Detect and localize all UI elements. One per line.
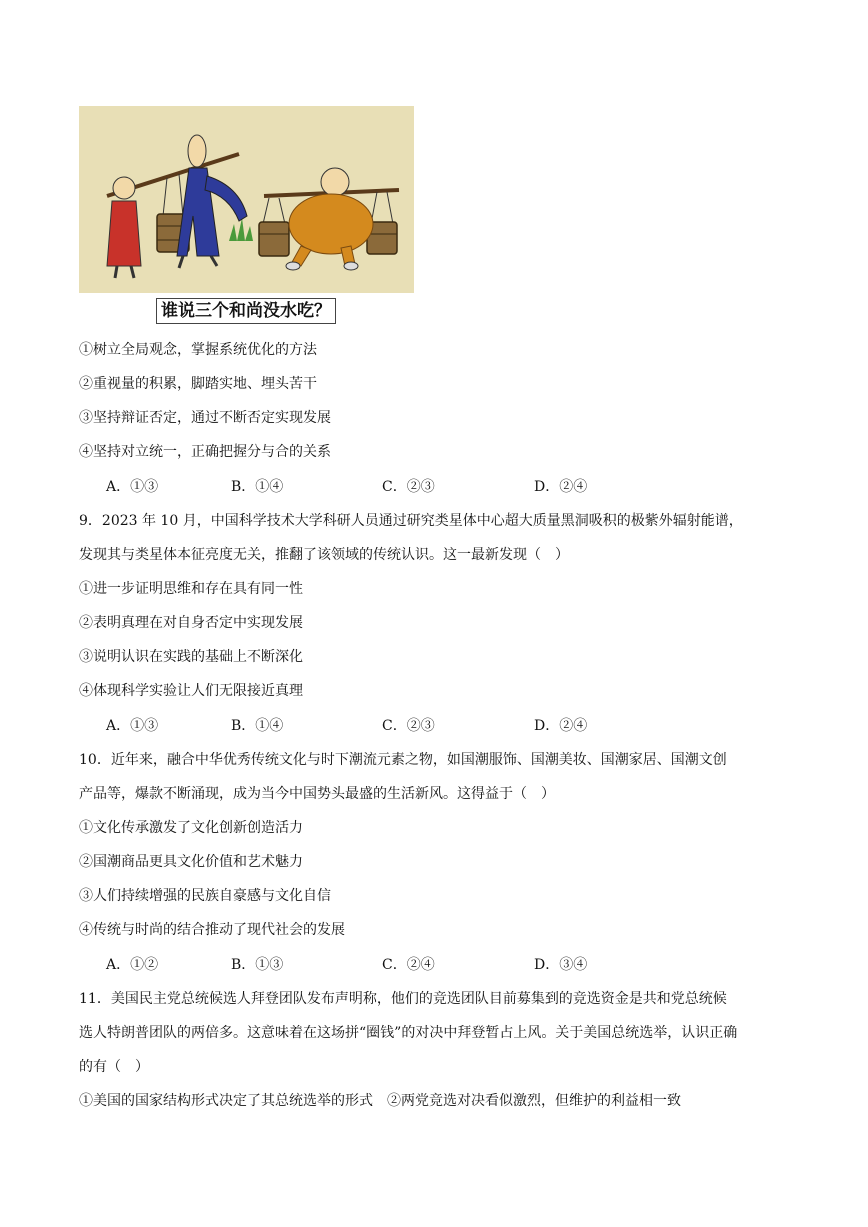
q11-statements-line: ①美国的国家结构形式决定了其总统选举的形式 ②两党竞选对决看似激烈，但维护的利益相一致 [79,1093,681,1109]
q10-stem-line-1: 10．近年来，融合中华优秀传统文化与时下潮流元素之物，如国潮服饰、国潮美妆、国潮家居、国潮文创 [79,752,727,768]
q9-option-c[interactable]: C．②③ [382,718,435,734]
q8-statement-2: ②重视量的积累，脚踏实地、埋头苦干 [79,376,317,392]
q8-option-d[interactable]: D．②④ [534,479,588,495]
fat-monk-head [321,168,349,196]
q8-options [106,477,626,497]
q10-option-a[interactable]: A．①② [106,957,159,973]
q10-stem-line-2: 产品等，爆款不断涌现，成为当今中国势头最盛的生活新风。这得益于（ ） [79,786,555,802]
figure-caption: 谁说三个和尚没水吃？ [156,298,336,324]
q9-options [106,716,626,736]
three-monks-illustration [79,106,414,293]
q8-option-a[interactable]: A．①③ [106,479,159,495]
q10-options [106,955,626,975]
q8-statement-1: ①树立全局观念，掌握系统优化的方法 [79,342,317,358]
q9-stem-line-1: 9．2023 年 10 月，中国科学技术大学科研人员通过研究类星体中心超大质量黑洞吸积的极紫外辐射能谱， [79,513,743,529]
q10-option-d[interactable]: D．③④ [534,957,588,973]
q8-statement-4: ④坚持对立统一，正确把握分与合的关系 [79,444,331,460]
q8-option-c[interactable]: C．②③ [382,479,435,495]
q10-statement-1: ①文化传承激发了文化创新创造活力 [79,820,303,836]
small-monk-robe [107,201,141,266]
q9-statement-4: ④体现科学实验让人们无限接近真理 [79,683,303,699]
q8-option-b[interactable]: B．①④ [231,479,284,495]
q9-option-a[interactable]: A．①③ [106,718,159,734]
q10-option-c[interactable]: C．②④ [382,957,435,973]
q10-statement-3: ③人们持续增强的民族自豪感与文化自信 [79,888,331,904]
q8-statement-3: ③坚持辩证否定，通过不断否定实现发展 [79,410,331,426]
q9-statement-1: ①进一步证明思维和存在具有同一性 [79,581,303,597]
q11-stem-line-2: 选人特朗普团队的两倍多。这意味着在这场拼“圈钱”的对决中拜登暂占上风。关于美国总统选举，认识正确 [79,1025,738,1041]
q9-statement-3: ③说明认识在实践的基础上不断深化 [79,649,303,665]
q10-statement-2: ②国潮商品更具文化价值和艺术魅力 [79,854,303,870]
monks-carrying-water-drawing [79,106,414,293]
q9-option-b[interactable]: B．①④ [231,718,284,734]
fat-monk-robe [289,194,373,254]
tall-monk-head [188,135,206,167]
q9-option-d[interactable]: D．②④ [534,718,588,734]
q10-option-b[interactable]: B．①③ [231,957,284,973]
q11-stem-line-1: 11．美国民主党总统候选人拜登团队发布声明称，他们的竞选团队目前募集到的竞选资金是共和党总统候 [79,991,727,1007]
q9-stem-line-2: 发现其与类星体本征亮度无关，推翻了该领域的传统认识。这一最新发现（ ） [79,547,569,563]
small-monk-head [113,177,135,199]
q9-statement-2: ②表明真理在对自身否定中实现发展 [79,615,303,631]
q10-statement-4: ④传统与时尚的结合推动了现代社会的发展 [79,922,345,938]
q11-stem-line-3: 的有（ ） [79,1059,149,1075]
water-bucket [259,222,289,256]
